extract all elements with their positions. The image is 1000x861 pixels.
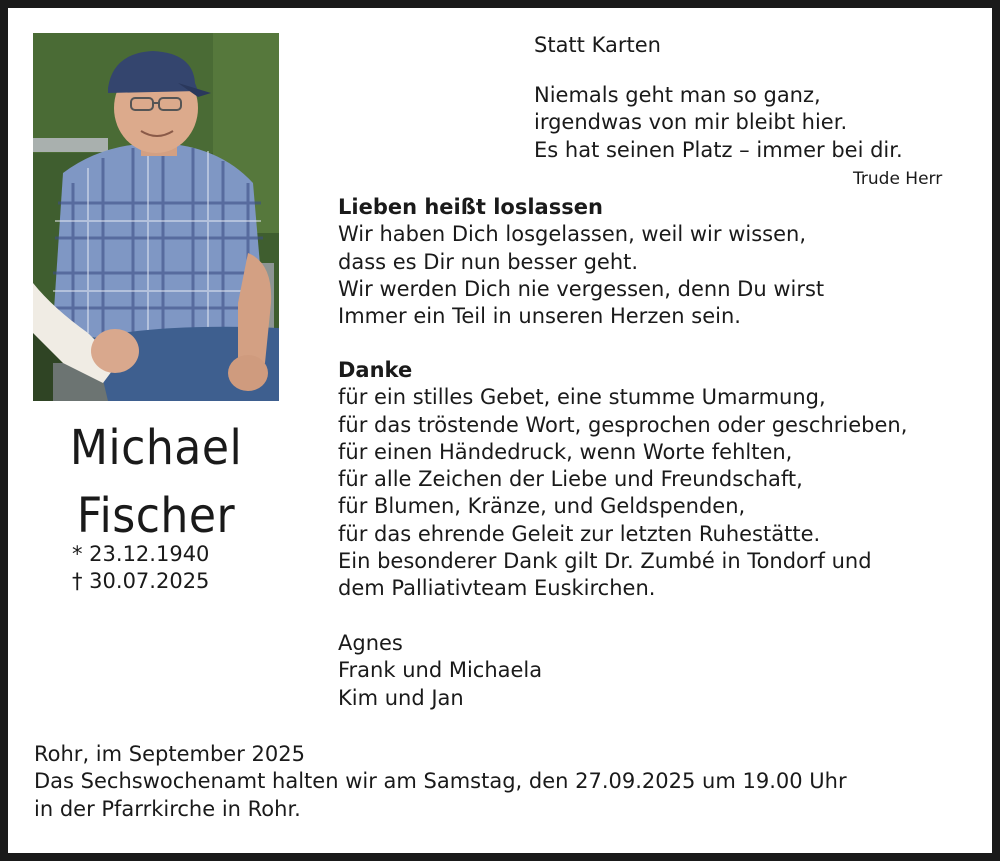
family-signatures [338,630,542,712]
danke-line: für das tröstende Wort, gesprochen oder geschrieben, [338,412,908,437]
liebe-line: Wir haben Dich losgelassen, weil wir wissen, [338,222,806,247]
poem-line: Niemals geht man so ganz, [534,83,821,107]
service-info [34,741,847,823]
deceased-last-name: Fischer [76,488,236,544]
service-line: in der Pfarrkirche in Rohr. [34,796,301,821]
portrait-photo [33,33,279,401]
poem-line: irgendwas von mir bleibt hier. [534,110,848,135]
danke-line: für ein stilles Gebet, eine stumme Umarmung, [338,385,826,410]
liebe-line: dass es Dir nun besser geht. [338,249,639,274]
liebe-line: Wir werden Dich nie vergessen, denn Du wirst [338,276,825,301]
liebe-section [338,194,824,330]
poem-author: Trude Herr [853,169,943,189]
liebe-title: Lieben heißt loslassen [338,195,603,219]
danke-line: für das ehrende Geleit zur letzten Ruhestätte. [338,521,821,546]
place-date: Rohr, im September 2025 [34,742,305,766]
statt-karten-heading: Statt Karten [534,33,661,57]
danke-section [338,357,907,603]
family-member: Agnes [338,631,403,655]
family-member: Kim und Jan [338,685,464,710]
birth-date: * 23.12.1940 [72,542,210,566]
deceased-first-name: Michael [69,420,243,476]
service-line: Das Sechswochenamt halten wir am Samstag, den 27.09.2025 um 19.00 Uhr [34,769,847,794]
danke-line: für alle Zeichen der Liebe und Freundschaft, [338,467,803,492]
death-date: † 30.07.2025 [72,569,210,593]
danke-line: für einen Händedruck, wenn Worte fehlten, [338,439,793,464]
danke-line: für Blumen, Kränze, und Geldspenden, [338,494,746,519]
danke-line: Ein besonderer Dank gilt Dr. Zumbé in Tondorf und [338,549,872,574]
poem [534,82,903,164]
danke-title: Danke [338,358,413,382]
life-dates [72,541,209,595]
poem-line: Es hat seinen Platz – immer bei dir. [534,137,903,162]
family-member: Frank und Michaela [338,658,543,683]
danke-line: dem Palliativteam Euskirchen. [338,576,656,601]
liebe-line: Immer ein Teil in unseren Herzen sein. [338,304,741,329]
